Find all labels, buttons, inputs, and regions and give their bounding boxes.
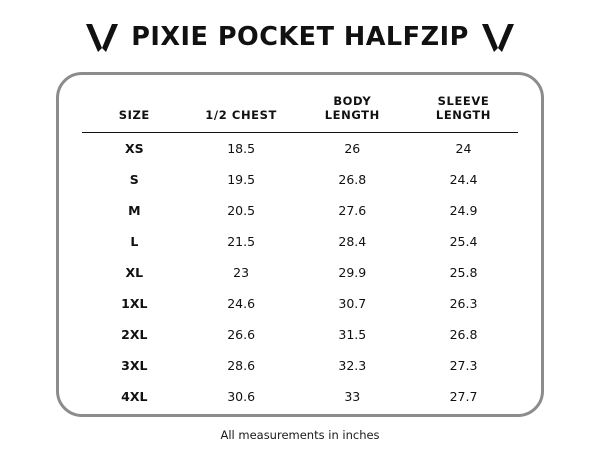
table-row xyxy=(82,257,518,288)
cell-half-chest: 21.5 xyxy=(227,233,256,249)
page-header xyxy=(0,0,600,58)
size-chart-table xyxy=(82,92,518,412)
column-header-size-line1: SIZE xyxy=(118,108,150,123)
cell-half-chest: 23 xyxy=(233,264,250,280)
cell-sleeve-length: 24.4 xyxy=(449,171,478,187)
cell-half-chest: 24.6 xyxy=(227,295,256,311)
column-header-sleeve-length-line2: LENGTH xyxy=(435,108,492,123)
chevron-logo-mark-left-icon xyxy=(85,22,119,52)
table-body xyxy=(82,132,518,412)
cell-body-length: 31.5 xyxy=(338,326,367,342)
cell-size: 4XL xyxy=(121,388,148,404)
table-header xyxy=(82,92,518,132)
table-row xyxy=(82,195,518,226)
chevron-logo-mark-right-icon xyxy=(481,22,515,52)
cell-sleeve-length: 27.7 xyxy=(449,388,478,404)
column-header-half-chest xyxy=(187,92,296,132)
cell-body-length: 33 xyxy=(344,388,361,404)
cell-body-length: 28.4 xyxy=(338,233,367,249)
table-row xyxy=(82,381,518,412)
cell-half-chest: 30.6 xyxy=(227,388,256,404)
cell-size: XS xyxy=(124,140,144,156)
column-header-sleeve-length xyxy=(409,92,518,132)
cell-sleeve-length: 24 xyxy=(455,140,472,156)
cell-size: 2XL xyxy=(121,326,148,342)
cell-size: XL xyxy=(125,264,144,280)
column-header-body-length-line2: LENGTH xyxy=(324,108,380,123)
table-header-row xyxy=(82,92,518,132)
cell-body-length: 26.8 xyxy=(338,171,367,187)
cell-body-length: 30.7 xyxy=(338,295,367,311)
size-chart-table-container xyxy=(60,78,540,411)
cell-size: S xyxy=(129,171,139,187)
column-header-size xyxy=(82,92,187,132)
cell-half-chest: 19.5 xyxy=(227,171,256,187)
cell-sleeve-length: 24.9 xyxy=(449,202,478,218)
table-row xyxy=(82,132,518,164)
table-row xyxy=(82,319,518,350)
cell-body-length: 26 xyxy=(344,140,361,156)
cell-half-chest: 18.5 xyxy=(227,140,256,156)
cell-sleeve-length: 26.8 xyxy=(449,326,478,342)
column-header-body-length-line1: BODY xyxy=(333,94,372,108)
column-header-body-length xyxy=(296,92,409,132)
column-header-sleeve-length-line1: SLEEVE xyxy=(437,94,490,108)
table-row xyxy=(82,164,518,195)
cell-size: M xyxy=(128,202,141,218)
cell-body-length: 27.6 xyxy=(338,202,367,218)
cell-half-chest: 26.6 xyxy=(227,326,256,342)
column-header-half-chest-line1: 1/2 CHEST xyxy=(205,108,277,123)
table-row xyxy=(82,288,518,319)
cell-half-chest: 20.5 xyxy=(227,202,256,218)
table-row xyxy=(82,350,518,381)
cell-size: 1XL xyxy=(121,295,148,311)
cell-sleeve-length: 25.8 xyxy=(449,264,478,280)
page-title: PIXIE POCKET HALFZIP xyxy=(131,22,469,52)
measurements-footnote: All measurements in inches xyxy=(220,428,380,442)
table-row xyxy=(82,226,518,257)
cell-size: L xyxy=(130,233,139,249)
cell-sleeve-length: 27.3 xyxy=(449,357,478,373)
cell-half-chest: 28.6 xyxy=(227,357,256,373)
cell-sleeve-length: 26.3 xyxy=(449,295,478,311)
cell-body-length: 32.3 xyxy=(338,357,367,373)
cell-size: 3XL xyxy=(121,357,148,373)
cell-sleeve-length: 25.4 xyxy=(449,233,478,249)
cell-body-length: 29.9 xyxy=(338,264,367,280)
